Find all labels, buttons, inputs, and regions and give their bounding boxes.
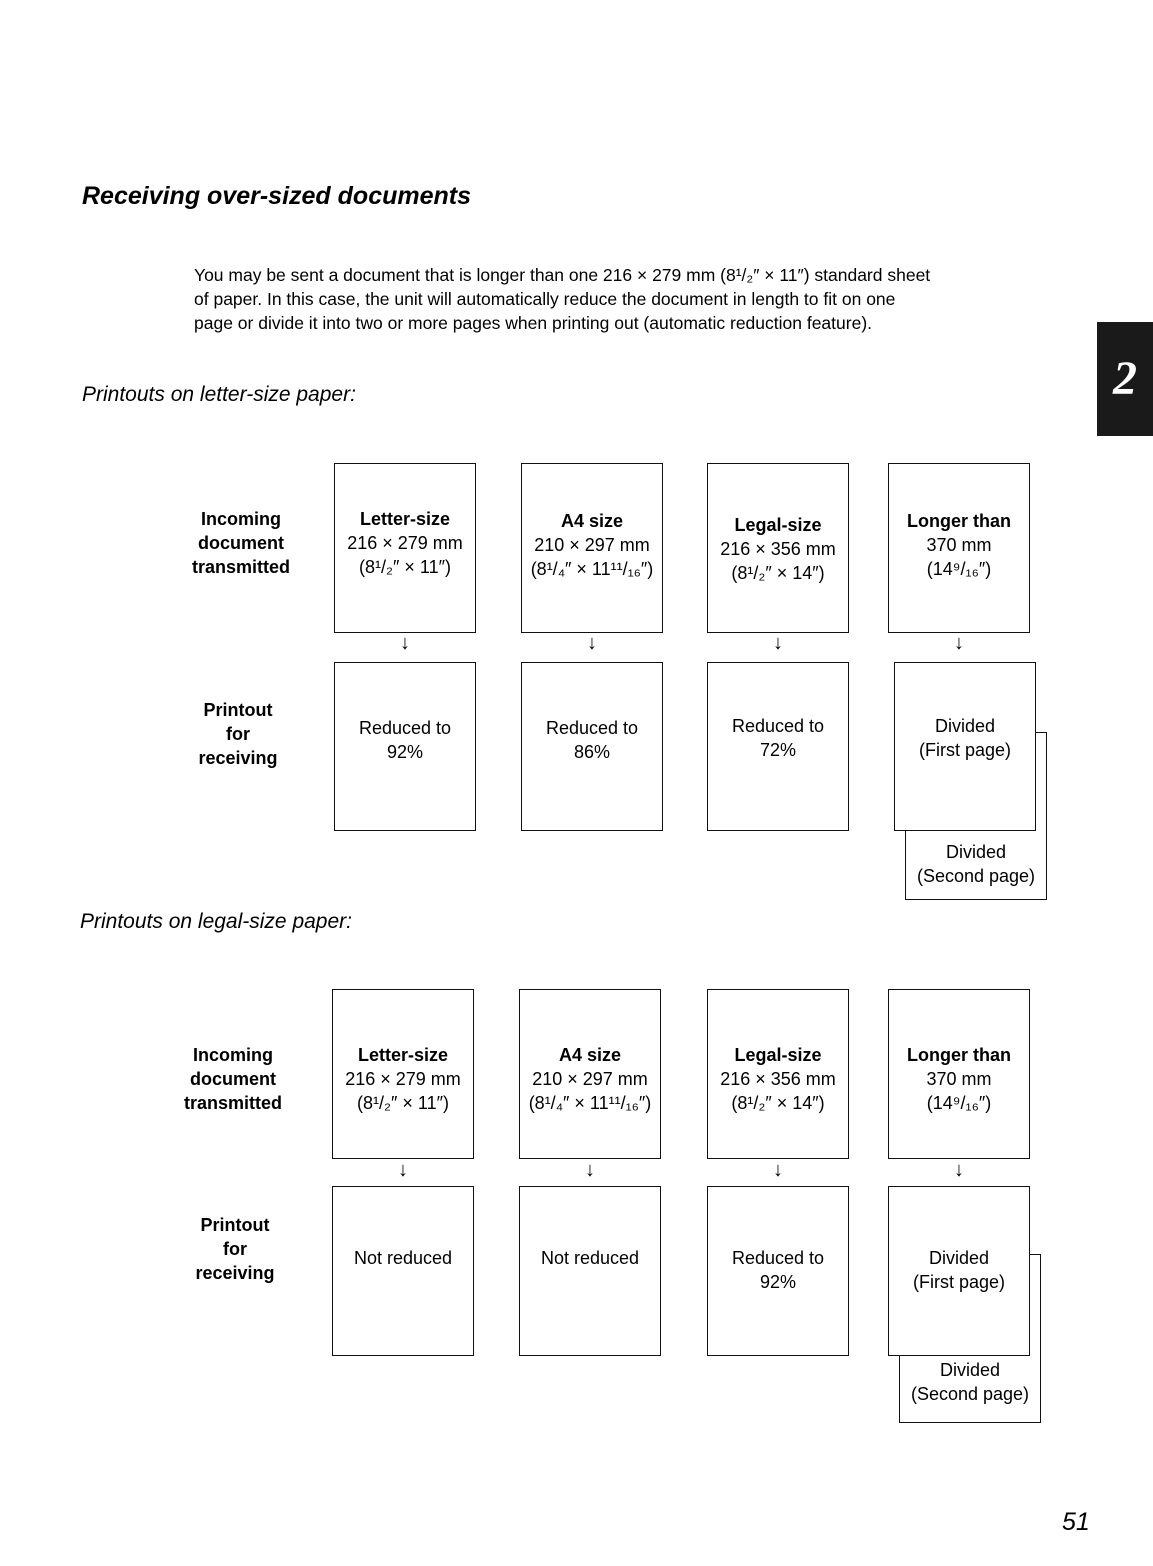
doc-metric: 210 × 297 mm — [532, 1069, 648, 1089]
printout-legal — [707, 662, 849, 831]
down-arrow-icon: ↓ — [585, 1159, 595, 1181]
printout-line: (First page) — [912, 1272, 1006, 1292]
printout-line: (Second page) — [916, 866, 1036, 886]
printout-line: Divided — [939, 1360, 1001, 1380]
incoming-doc-legal — [707, 463, 849, 633]
label-line: Printout — [200, 1215, 270, 1235]
label-line: receiving — [198, 748, 278, 768]
label-line: transmitted — [191, 557, 290, 577]
printout-line: Not reduced — [353, 1248, 453, 1268]
doc-name: Letter-size — [357, 1045, 449, 1065]
printout-a4 — [519, 1186, 661, 1356]
doc-name: A4 size — [558, 1045, 622, 1065]
printout-line: Divided — [945, 842, 1007, 862]
doc-metric: 216 × 356 mm — [720, 1069, 836, 1089]
printout-line: Not reduced — [540, 1248, 640, 1268]
incoming-doc-longer — [888, 463, 1030, 633]
label-line: for — [223, 1239, 247, 1259]
printout-line: Reduced to — [731, 716, 825, 736]
intro-line: You may be sent a document that is longer than one 216 × 279 mm (8¹/₂″ × 11″) standard sheet — [194, 265, 931, 285]
doc-inches: (14⁹/₁₆″) — [926, 1093, 992, 1113]
printout-row-label — [163, 698, 313, 770]
doc-inches: (8¹/₂″ × 11″) — [357, 1093, 449, 1113]
doc-name: Letter-size — [359, 509, 451, 529]
printout-first-page — [888, 1186, 1030, 1356]
incoming-doc-letter — [334, 463, 476, 633]
intro-paragraph — [194, 263, 1054, 335]
printout-line: 86% — [573, 742, 611, 762]
printout-line: 92% — [386, 742, 424, 762]
doc-inches: (8¹/₄″ × 11¹¹/₁₆″) — [528, 1093, 652, 1113]
doc-metric: 216 × 279 mm — [347, 533, 463, 553]
doc-name: Legal-size — [734, 1045, 822, 1065]
down-arrow-icon: ↓ — [587, 632, 597, 654]
doc-name: Longer than — [907, 511, 1011, 531]
chapter-tab: 2 — [1097, 322, 1153, 436]
printout-row-label — [160, 1213, 310, 1285]
label-line: Incoming — [201, 509, 281, 529]
incoming-row-label — [166, 507, 316, 579]
incoming-doc-a4 — [521, 463, 663, 633]
printout-line: 92% — [759, 1272, 797, 1292]
page-title: Receiving over-sized documents — [82, 182, 472, 210]
doc-metric: 216 × 279 mm — [345, 1069, 461, 1089]
down-arrow-icon: ↓ — [400, 632, 410, 654]
label-line: Printout — [203, 700, 273, 720]
down-arrow-icon: ↓ — [398, 1159, 408, 1181]
doc-metric: 216 × 356 mm — [720, 539, 836, 559]
printout-line: (First page) — [918, 740, 1012, 760]
doc-metric: 370 mm — [926, 1069, 992, 1089]
printout-letter — [334, 662, 476, 831]
label-line: transmitted — [183, 1093, 282, 1113]
printout-first-page — [894, 662, 1036, 831]
label-line: Incoming — [193, 1045, 273, 1065]
printout-line: Divided — [934, 716, 996, 736]
down-arrow-icon: ↓ — [954, 1159, 964, 1181]
label-line: for — [226, 724, 250, 744]
doc-name: A4 size — [560, 511, 624, 531]
down-arrow-icon: ↓ — [954, 632, 964, 654]
label-line: document — [189, 1069, 276, 1089]
printout-line: Reduced to — [358, 718, 452, 738]
incoming-doc-longer — [888, 989, 1030, 1159]
doc-inches: (8¹/₄″ × 11¹¹/₁₆″) — [530, 559, 654, 579]
doc-inches: (8¹/₂″ × 14″) — [731, 563, 825, 583]
intro-line: of paper. In this case, the unit will automatically reduce the document in length to fit on one — [194, 289, 896, 309]
intro-line: page or divide it into two or more pages when printing out (automatic reduction feature). — [194, 313, 873, 333]
doc-metric: 210 × 297 mm — [534, 535, 650, 555]
incoming-doc-letter — [332, 989, 474, 1159]
doc-inches: (8¹/₂″ × 14″) — [731, 1093, 825, 1113]
doc-metric: 370 mm — [926, 535, 992, 555]
printout-a4 — [521, 662, 663, 831]
doc-inches: (14⁹/₁₆″) — [926, 559, 992, 579]
doc-name: Longer than — [907, 1045, 1011, 1065]
down-arrow-icon: ↓ — [773, 1159, 783, 1181]
printout-line: (Second page) — [910, 1384, 1030, 1404]
printout-line: 72% — [759, 740, 797, 760]
section-heading-letter: Printouts on letter-size paper: — [82, 383, 356, 406]
printout-letter — [332, 1186, 474, 1356]
incoming-doc-legal — [707, 989, 849, 1159]
page-number: 51 — [1062, 1508, 1090, 1536]
printout-line: Reduced to — [545, 718, 639, 738]
incoming-doc-a4 — [519, 989, 661, 1159]
down-arrow-icon: ↓ — [773, 632, 783, 654]
doc-name: Legal-size — [734, 515, 822, 535]
label-line: receiving — [195, 1263, 275, 1283]
incoming-row-label — [158, 1043, 308, 1115]
label-line: document — [197, 533, 284, 553]
printout-line: Reduced to — [731, 1248, 825, 1268]
printout-line: Divided — [928, 1248, 990, 1268]
doc-inches: (8¹/₂″ × 11″) — [359, 557, 451, 577]
section-heading-legal: Printouts on legal-size paper: — [80, 910, 352, 933]
printout-legal — [707, 1186, 849, 1356]
